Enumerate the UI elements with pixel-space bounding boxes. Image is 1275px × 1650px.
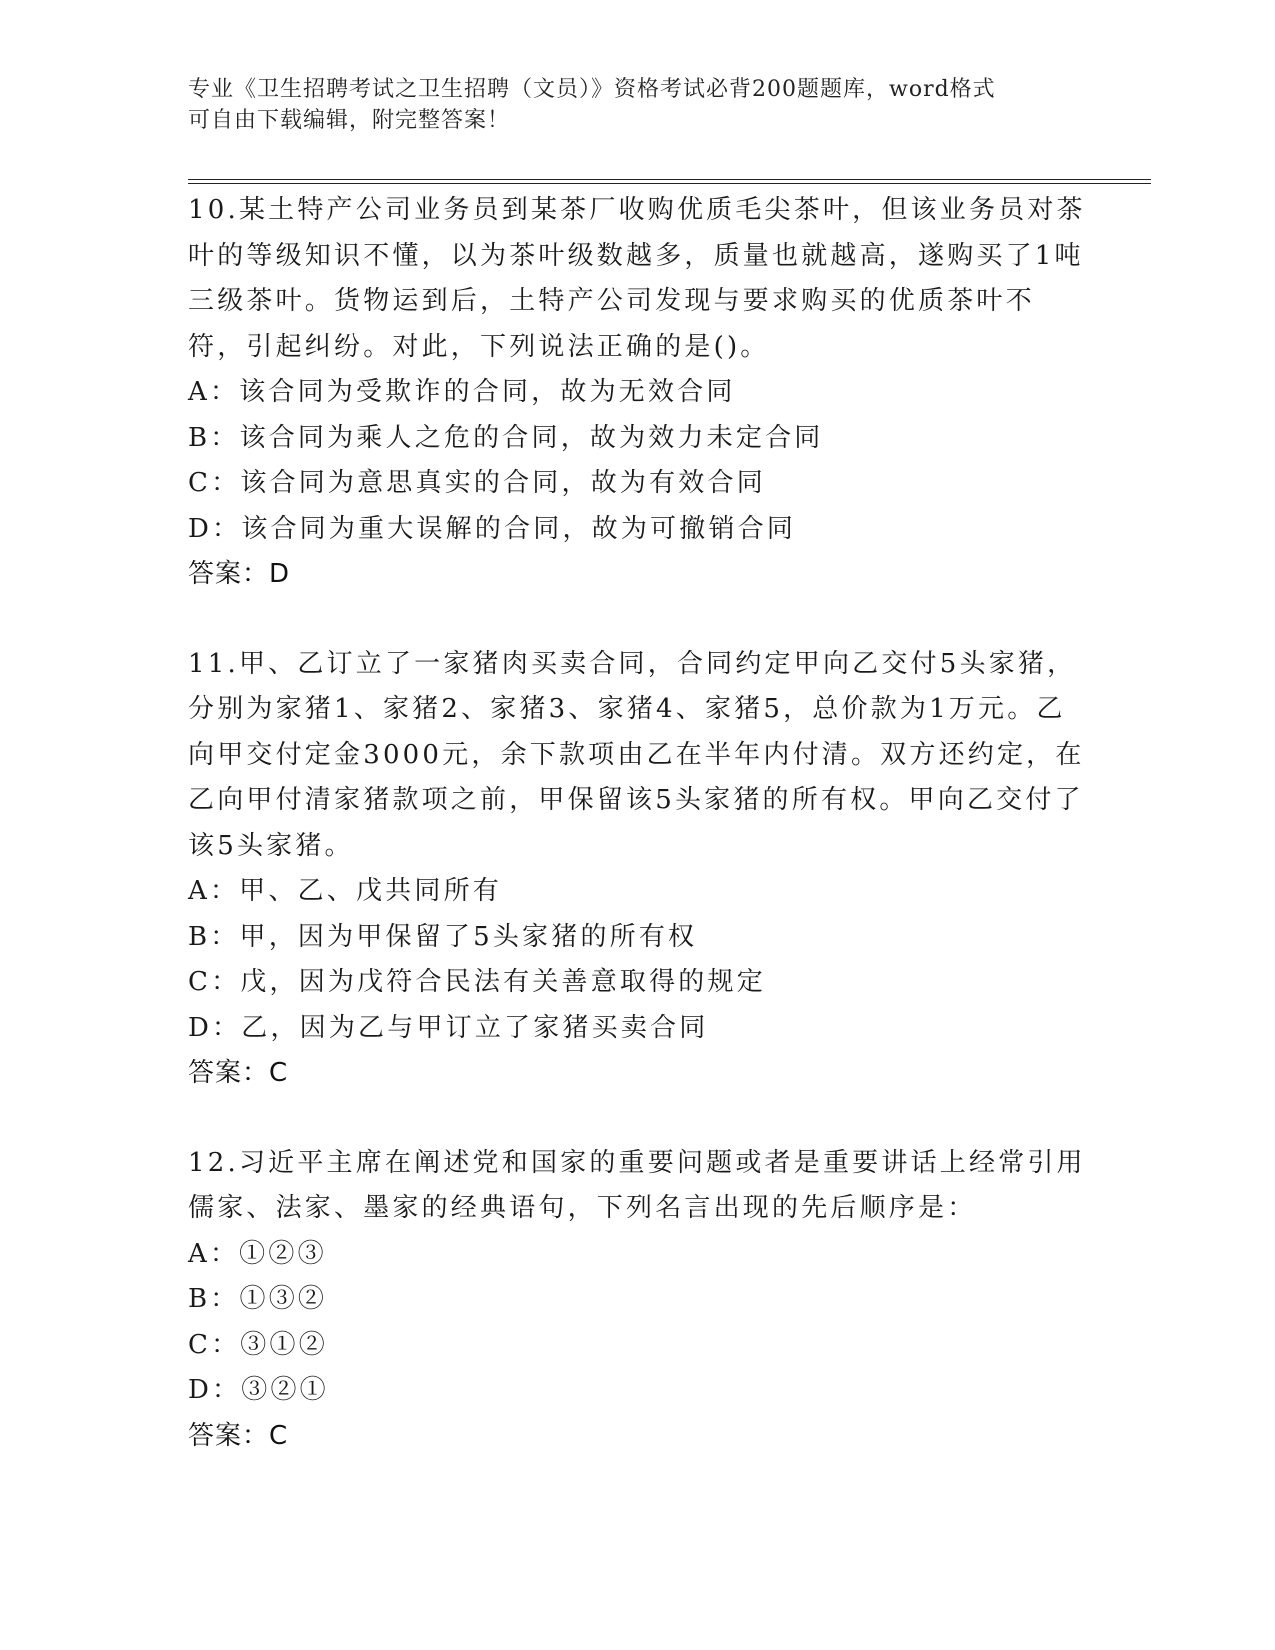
question-stem: 12.习近平主席在阐述党和国家的重要问题或者是重要讲话上经常引用儒家、法家、墨家的经典语句，下列名言出现的先后顺序是： (188, 1147, 1086, 1223)
option-b: B：①③② (188, 1284, 328, 1314)
option-d: D：③②① (188, 1375, 329, 1405)
option-c: C：该合同为意思真实的合同，故为有效合同 (188, 468, 766, 498)
option-a: A：①②③ (188, 1238, 327, 1269)
option-c: C：③①② (188, 1329, 328, 1360)
option-d: D：该合同为重大误解的合同，故为可撤销合同 (188, 513, 797, 544)
header-rule-bottom (188, 183, 1151, 184)
answer: 答案：C (188, 1420, 289, 1451)
option-b: B：该合同为乘人之危的合同，故为效力未定合同 (188, 422, 824, 453)
option-d: D：乙，因为乙与甲订立了家猪买卖合同 (188, 1012, 709, 1043)
question-list (188, 188, 1088, 1503)
question-stem: 10.某土特产公司业务员到某茶厂收购优质毛尖茶叶，但该业务员对茶叶的等级知识不懂，以为茶叶级数越多，质量也就越高，遂购买了1吨三级茶叶。货物运到后，土特产公司发现与要求购买的优质茶叶不符，引起纠纷。对此，下列说法正确的是()。 (188, 195, 1086, 362)
answer: 答案：D (188, 559, 291, 589)
question-12 (188, 1141, 1088, 1460)
question-10 (188, 188, 1088, 598)
question-stem: 11.甲、乙订立了一家猪肉买卖合同，合同约定甲向乙交付5头家猪，分别为家猪1、家猪2、家猪3、家猪4、家猪5，总价款为1万元。乙向甲交付定金3000元，余下款项由乙在半年内付清。双方还约定，在乙向甲付清家猪款项之前，甲保留该5头家猪的所有权。甲向乙交付了该5头家猪。 (188, 648, 1085, 861)
header-rule-top (188, 179, 1151, 180)
answer: 答案：C (188, 1058, 289, 1088)
option-a: A：甲、乙、戊共同所有 (188, 876, 502, 906)
header-line-1: 专业《卫生招聘考试之卫生招聘（文员）》资格考试必背200题题库，word格式 (188, 77, 996, 102)
option-b: B：甲，因为甲保留了5头家猪的所有权 (188, 921, 698, 952)
header-line-2: 可自由下载编辑，附完整答案！ (188, 108, 511, 133)
option-c: C：戊，因为戊符合民法有关善意取得的规定 (188, 967, 766, 997)
document-header (188, 74, 1088, 136)
option-a: A：该合同为受欺诈的合同，故为无效合同 (188, 377, 736, 407)
question-11 (188, 642, 1088, 1097)
